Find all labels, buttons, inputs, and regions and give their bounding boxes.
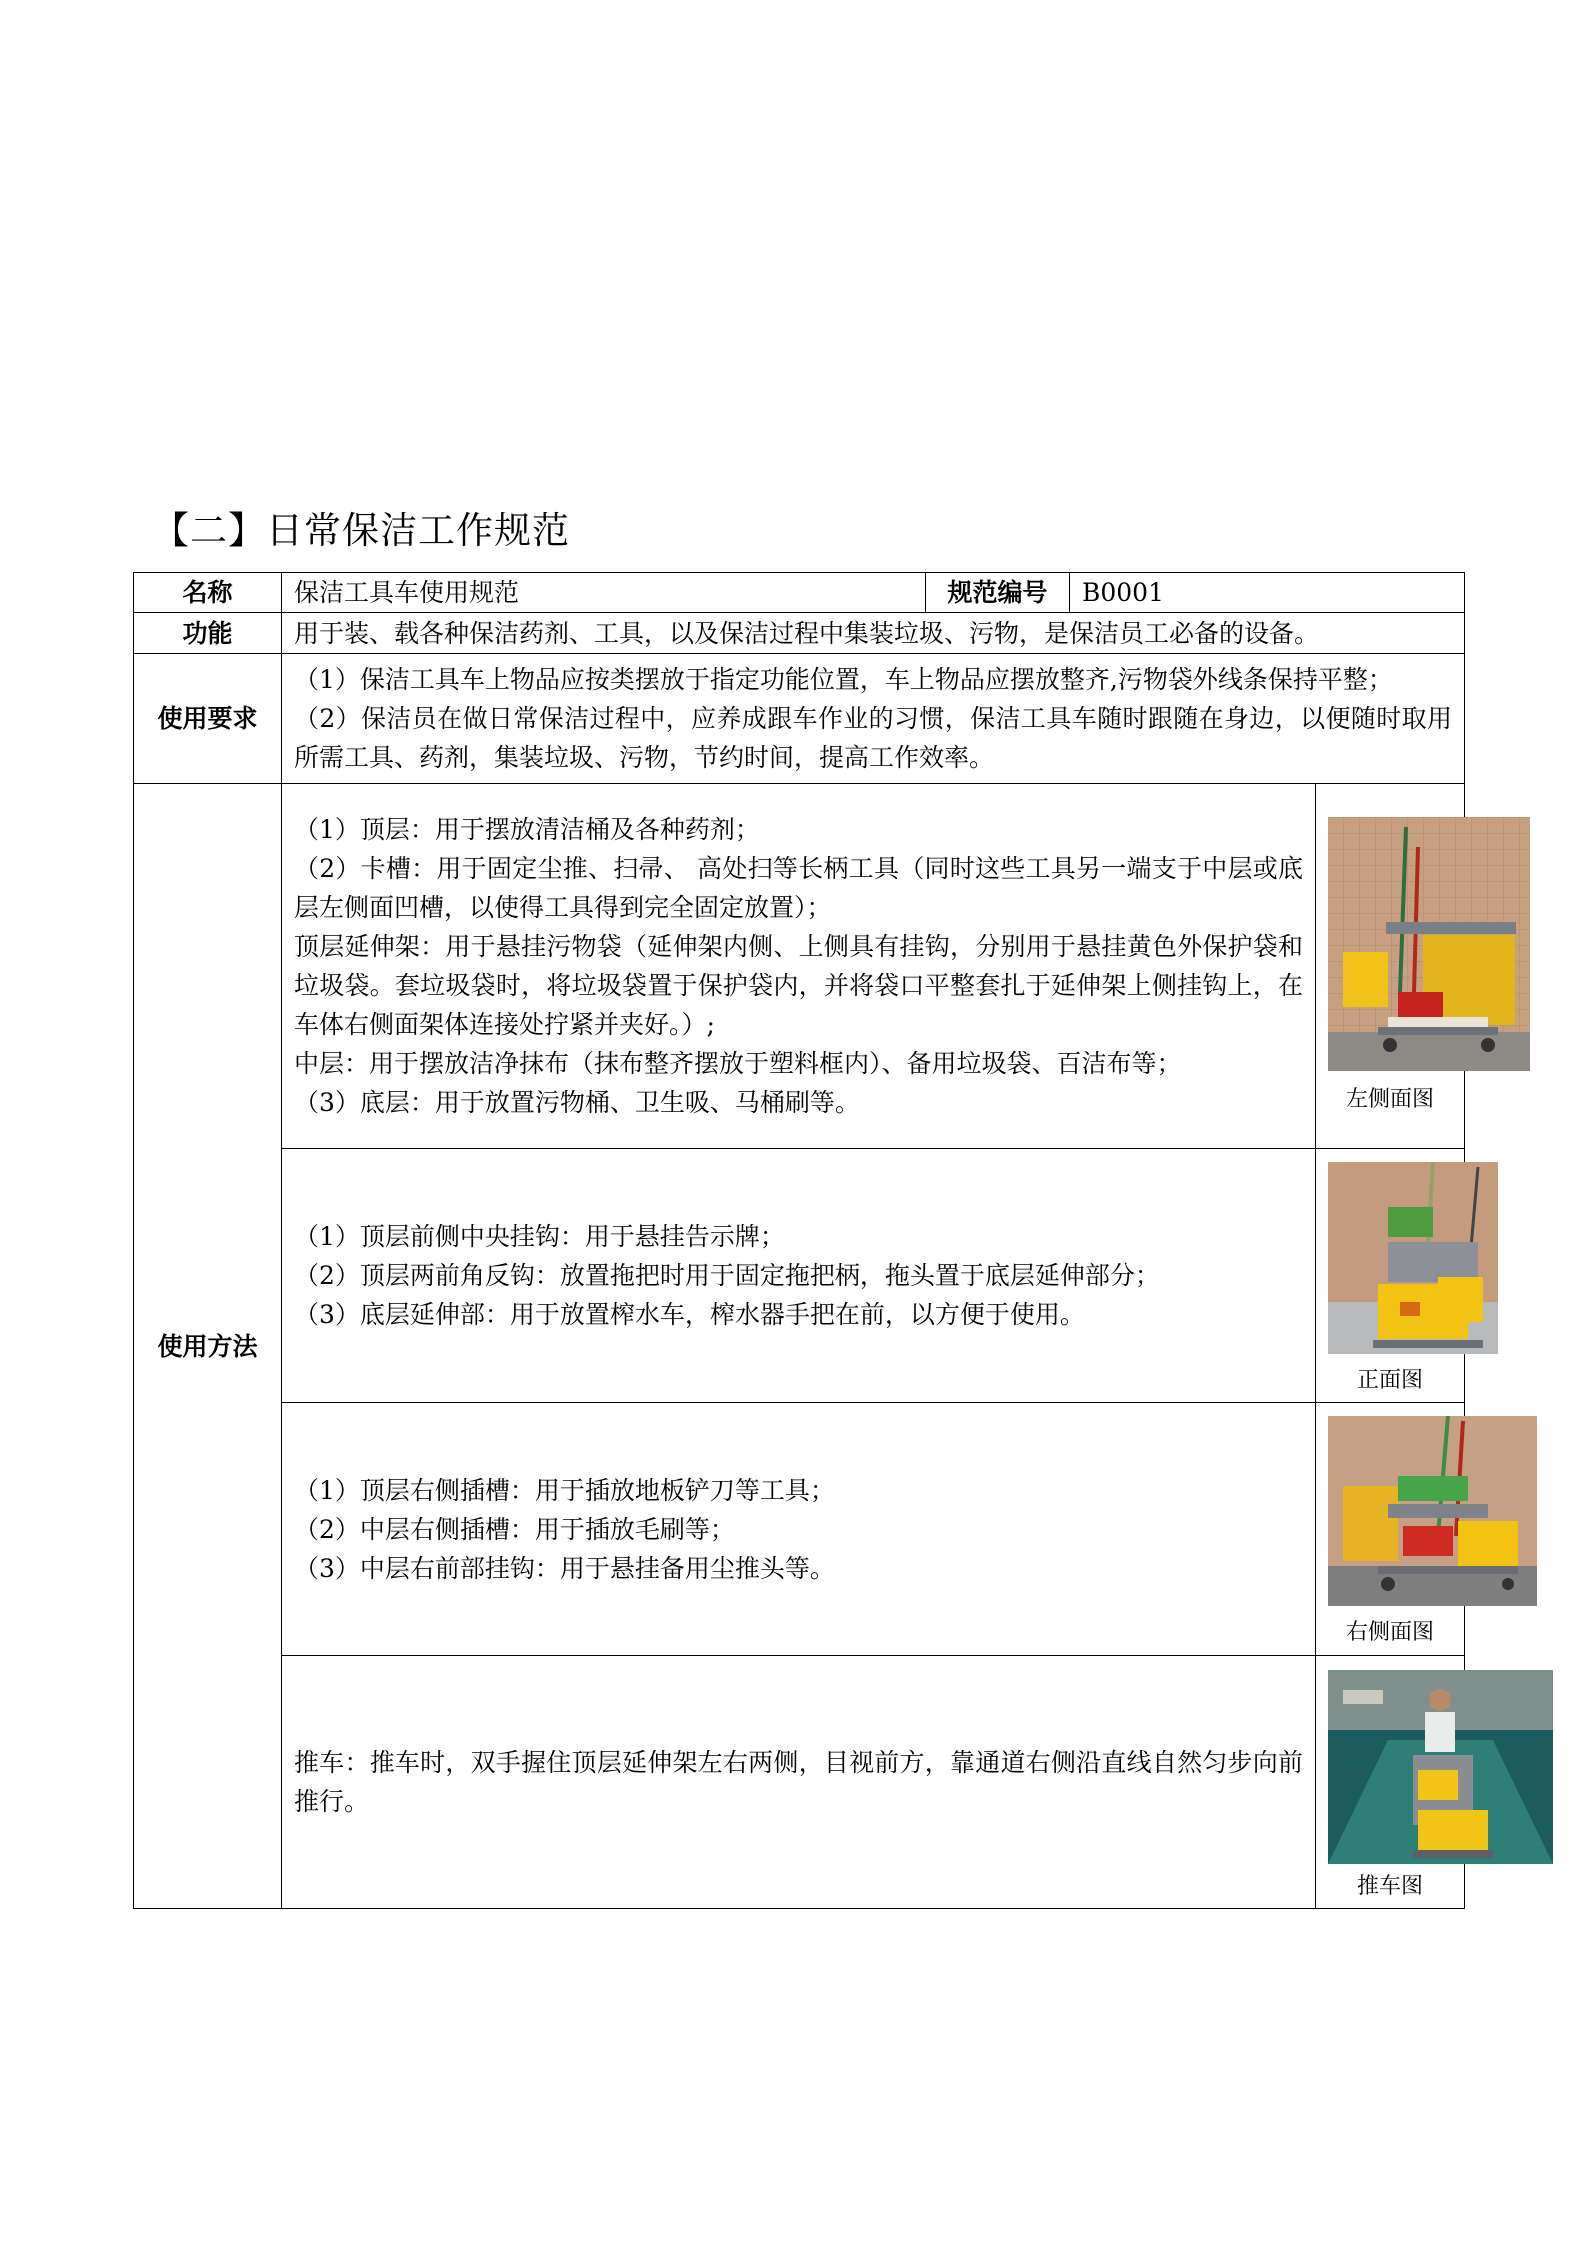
method-line: （1）顶层：用于摆放清洁桶及各种药剂；: [294, 815, 760, 844]
method-row: [134, 1656, 1465, 1909]
requirements-label: 使用要求: [134, 654, 282, 784]
method-line: 推车：推车时，双手握住顶层延伸架左右两侧，目视前方，靠通道右侧沿直线自然匀步向前推行。: [294, 1748, 1303, 1816]
code-label: 规范编号: [926, 573, 1070, 613]
method-line: （2）顶层两前角反钩：放置拖把时用于固定拖把柄，拖头置于底层延伸部分；: [294, 1261, 1160, 1290]
function-row: [134, 613, 1465, 654]
method-line: （1）顶层前侧中央挂钩：用于悬挂告示牌；: [294, 1222, 785, 1251]
method-line: （3）底层：用于放置污物桶、卫生吸、马桶刷等。: [294, 1088, 860, 1117]
method-line: （3）底层延伸部：用于放置榨水车，榨水器手把在前，以方便于使用。: [294, 1300, 1085, 1329]
method-photo-cell: [1316, 1656, 1465, 1909]
photo-caption: 右侧面图: [1346, 1620, 1435, 1645]
pushing-cart-photo: [1328, 1670, 1553, 1864]
method-line: （3）中层右前部挂钩：用于悬挂备用尘推头等。: [294, 1553, 835, 1583]
front-view-photo: [1328, 1162, 1498, 1354]
method-description: [282, 784, 1316, 1149]
requirement-line: （2）保洁员在做日常保洁过程中，应养成跟车作业的习惯，保洁工具车随时跟随在身边，以便随时取用所需工具、药剂，集装垃圾、污物，节约时间，提高工作效率。: [294, 704, 1453, 772]
photo-caption: 左侧面图: [1346, 1087, 1435, 1112]
function-label: 功能: [134, 613, 282, 654]
method-photo-cell: [1316, 784, 1465, 1149]
method-description: [282, 1149, 1316, 1403]
photo-caption: 正面图: [1357, 1367, 1424, 1393]
method-row: [134, 1149, 1465, 1403]
method-line: （1）顶层右侧插槽：用于插放地板铲刀等工具；: [294, 1475, 835, 1505]
method-line: （2）中层右侧插槽：用于插放毛刷等；: [294, 1514, 735, 1544]
method-photo-cell: [1316, 1149, 1465, 1403]
section-heading: 【二】日常保洁工作规范: [152, 509, 570, 552]
right-side-photo: [1328, 1416, 1537, 1606]
method-description: [282, 1403, 1316, 1656]
name-label: 名称: [134, 573, 282, 613]
method-description: [282, 1656, 1316, 1909]
photo-caption: 推车图: [1357, 1874, 1424, 1899]
spec-table: [133, 572, 1465, 1909]
method-line: 中层：用于摆放洁净抹布（抹布整齐摆放于塑料框内）、备用垃圾袋、百洁布等；: [294, 1049, 1182, 1078]
method-row: [134, 784, 1465, 1149]
requirements-row: [134, 654, 1465, 784]
method-line: 顶层延伸架：用于悬挂污物袋（延伸架内侧、上侧具有挂钩，分别用于悬挂黄色外保护袋和垃圾袋。套垃圾袋时，将垃圾袋置于保护袋内，并将袋口平整套扎于延伸架上侧挂钩上，在车体右侧面架体连接处拧紧并夹好。）;: [294, 932, 1303, 1039]
name-value: 保洁工具车使用规范: [282, 573, 926, 613]
method-row: [134, 1403, 1465, 1656]
method-photo-cell: [1316, 1403, 1465, 1656]
requirement-line: （1）保洁工具车上物品应按类摆放于指定功能位置，车上物品应摆放整齐,污物袋外线条保持平整；: [294, 665, 1393, 694]
method-label: 使用方法: [134, 784, 282, 1909]
requirements-value: [282, 654, 1465, 784]
left-side-photo: [1328, 817, 1530, 1071]
code-value: B0001: [1070, 573, 1465, 613]
name-row: [134, 573, 1465, 613]
function-value: 用于装、载各种保洁药剂、工具，以及保洁过程中集装垃圾、污物，是保洁员工必备的设备。: [282, 613, 1465, 654]
method-line: （2）卡槽：用于固定尘推、扫帚、 高处扫等长柄工具（同时这些工具另一端支于中层或底层左侧面凹槽，以使得工具得到完全固定放置）；: [294, 854, 1303, 922]
